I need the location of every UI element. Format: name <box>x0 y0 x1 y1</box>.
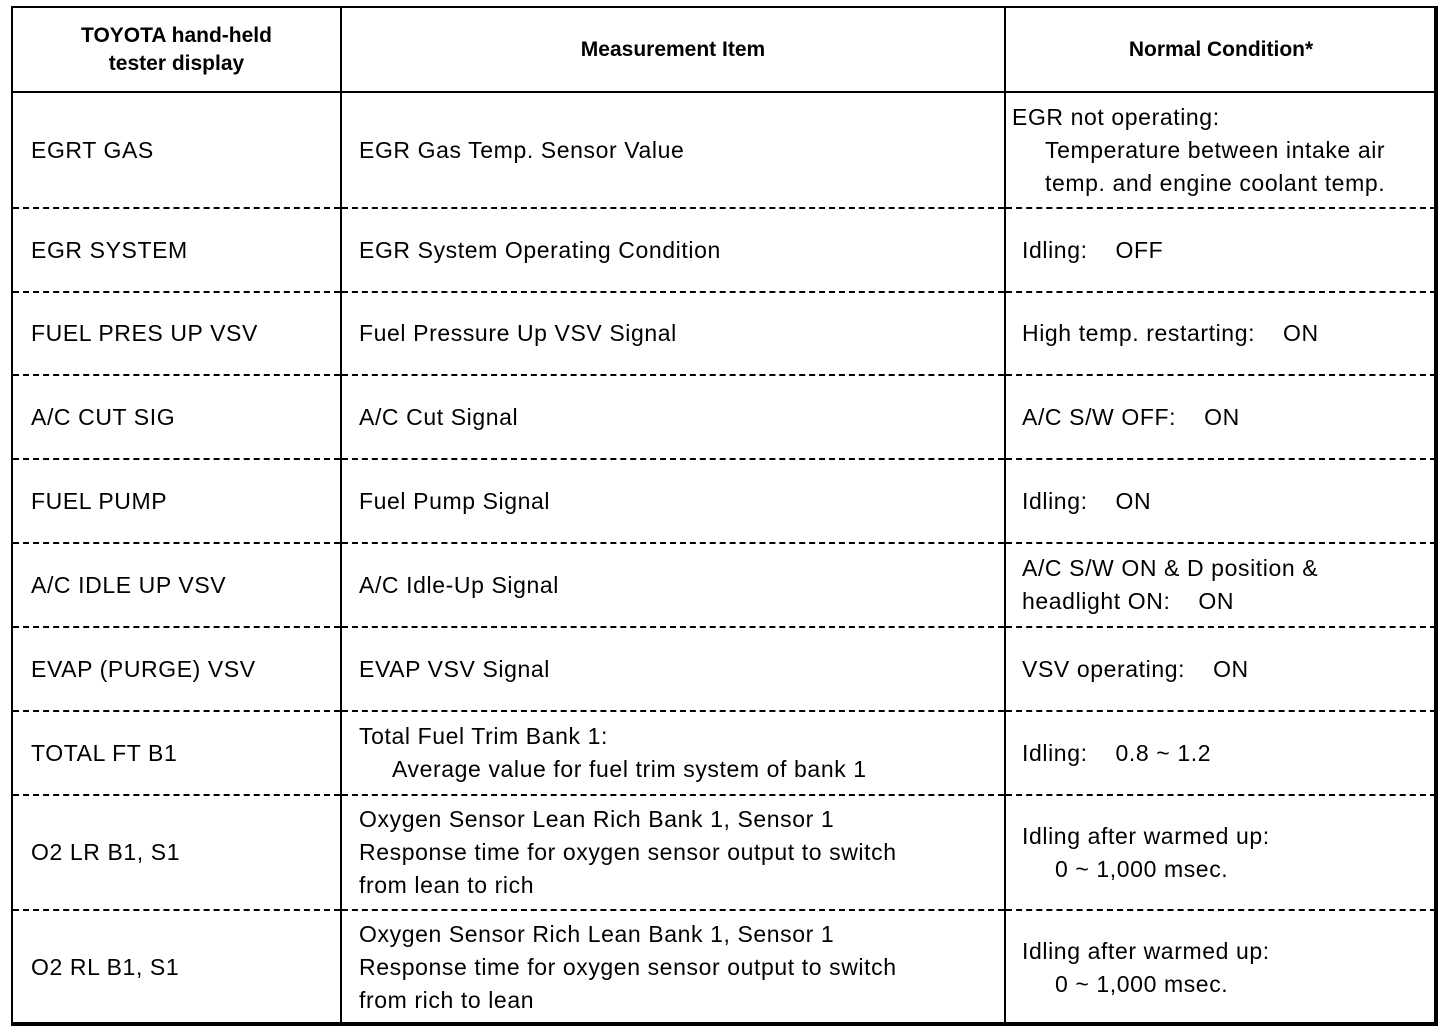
normal-condition-line: 0 ~ 1,000 msec. <box>1055 855 1229 882</box>
table-row <box>12 711 1437 795</box>
cell-tester-display: FUEL PRES UP VSV <box>12 292 341 375</box>
cell-normal-condition <box>1005 92 1437 208</box>
cell-tester-display: TOTAL FT B1 <box>12 711 341 795</box>
normal-condition-line: Idling after warmed up: <box>1022 822 1270 849</box>
header-tester-display-line2: tester display <box>108 51 245 75</box>
header-tester-display <box>12 7 341 92</box>
cell-tester-display: EGR SYSTEM <box>12 208 341 292</box>
cell-tester-display: FUEL PUMP <box>12 459 341 543</box>
cell-measurement-item <box>341 910 1005 1025</box>
measurement-line: EGR Gas Temp. Sensor Value <box>359 136 685 163</box>
cell-tester-display: O2 RL B1, S1 <box>12 910 341 1025</box>
cell-normal-condition <box>1005 627 1437 711</box>
cell-normal-condition <box>1005 375 1437 459</box>
normal-condition-line: A/C S/W ON & D position & <box>1022 555 1319 581</box>
measurement-line: Fuel Pump Signal <box>359 487 551 514</box>
cell-tester-display: EGRT GAS <box>12 92 341 208</box>
measurement-line: EVAP VSV Signal <box>359 655 550 682</box>
cell-tester-display: EVAP (PURGE) VSV <box>12 627 341 711</box>
header-tester-display-line1: TOYOTA hand-held <box>81 23 272 47</box>
cell-measurement-item <box>341 375 1005 459</box>
cell-tester-display: A/C CUT SIG <box>12 375 341 459</box>
table-row <box>12 459 1437 543</box>
cell-normal-condition <box>1005 543 1437 627</box>
cell-normal-condition <box>1005 795 1437 910</box>
normal-condition-line: Temperature between intake air <box>1045 136 1386 163</box>
table-row <box>12 292 1437 375</box>
header-measurement-item: Measurement Item <box>341 7 1005 92</box>
measurement-line: Oxygen Sensor Rich Lean Bank 1, Sensor 1 <box>359 921 835 947</box>
normal-condition-line: temp. and engine coolant temp. <box>1045 169 1386 196</box>
measurement-line: Oxygen Sensor Lean Rich Bank 1, Sensor 1 <box>359 806 835 832</box>
cell-measurement-item <box>341 543 1005 627</box>
cell-measurement-item <box>341 711 1005 795</box>
measurement-line: Average value for fuel trim system of bank 1 <box>392 756 867 782</box>
normal-condition-line: VSV operating: ON <box>1022 655 1249 682</box>
normal-condition-line: EGR not operating: <box>1012 103 1220 130</box>
measurement-line: Fuel Pressure Up VSV Signal <box>359 320 677 346</box>
normal-condition-line: A/C S/W OFF: ON <box>1022 403 1240 430</box>
cell-measurement-item <box>341 92 1005 208</box>
measurement-line: EGR System Operating Condition <box>359 236 721 263</box>
measurement-line: Response time for oxygen sensor output to switch <box>359 954 897 980</box>
measurement-line: Total Fuel Trim Bank 1: <box>359 723 608 749</box>
table-row <box>12 910 1437 1025</box>
cell-normal-condition <box>1005 711 1437 795</box>
measurement-line: Response time for oxygen sensor output to switch <box>359 839 897 865</box>
measurement-line: from lean to rich <box>359 872 535 898</box>
table-row <box>12 543 1437 627</box>
table-row <box>12 375 1437 459</box>
table-row <box>12 208 1437 292</box>
normal-condition-line: Idling: 0.8 ~ 1.2 <box>1022 739 1212 766</box>
table-row <box>12 627 1437 711</box>
cell-normal-condition <box>1005 910 1437 1025</box>
cell-normal-condition <box>1005 208 1437 292</box>
cell-tester-display: O2 LR B1, S1 <box>12 795 341 910</box>
normal-condition-line: Idling after warmed up: <box>1022 937 1270 964</box>
header-normal-condition: Normal Condition* <box>1005 7 1437 92</box>
cell-tester-display: A/C IDLE UP VSV <box>12 543 341 627</box>
table-row <box>12 795 1437 910</box>
measurement-line: A/C Idle-Up Signal <box>359 571 559 598</box>
cell-measurement-item <box>341 627 1005 711</box>
normal-condition-line: Idling: OFF <box>1022 236 1164 263</box>
normal-condition-line: 0 ~ 1,000 msec. <box>1055 970 1229 997</box>
normal-condition-line: High temp. restarting: ON <box>1022 320 1319 346</box>
table-header-row <box>12 7 1437 92</box>
measurement-line: A/C Cut Signal <box>359 403 519 430</box>
normal-condition-line: Idling: ON <box>1022 487 1152 514</box>
normal-condition-line: headlight ON: ON <box>1022 588 1235 614</box>
cell-measurement-item <box>341 208 1005 292</box>
cell-measurement-item <box>341 459 1005 543</box>
cell-normal-condition <box>1005 459 1437 543</box>
cell-measurement-item <box>341 795 1005 910</box>
table-row <box>12 92 1437 208</box>
cell-normal-condition <box>1005 292 1437 375</box>
cell-measurement-item <box>341 292 1005 375</box>
measurement-line: from rich to lean <box>359 987 535 1013</box>
tester-data-table <box>11 6 1438 1026</box>
